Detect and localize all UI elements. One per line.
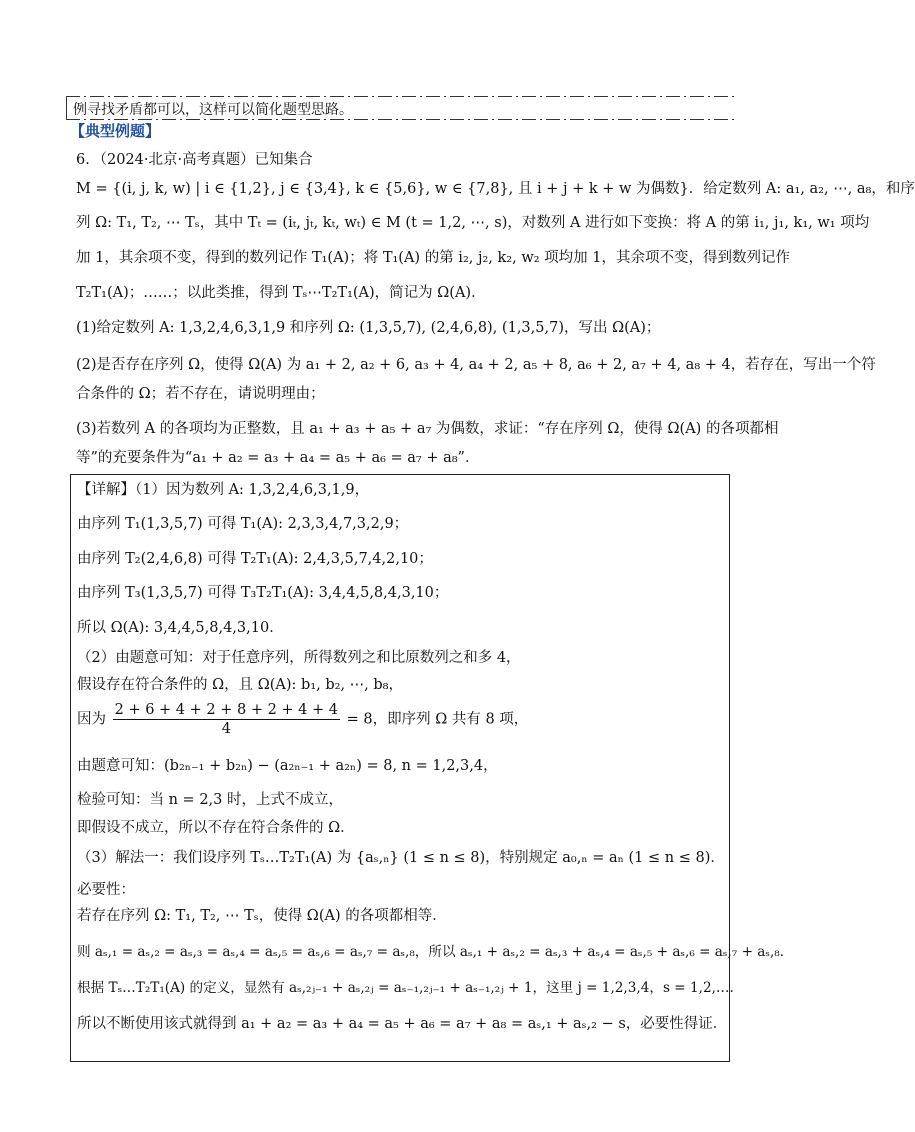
answer-line-5: 所以 Ω(A): 3,4,4,5,8,4,3,10． xyxy=(77,620,284,636)
problem-line-3: 列 Ω: T₁, T₂, ⋯ Tₛ，其中 Tₜ = (iₜ, jₜ, kₜ, wₜ) ∈ M (t = 1,2, ⋯, s)，对数列 A 进行如下变换：将 A 的第 i₁, j₁, k₁, w₁ 项均 xyxy=(76,215,870,231)
answer-line-16: 根据 Tₛ…T₂T₁(A) 的定义，显然有 aₛ,₂ⱼ₋₁ + aₛ,₂ⱼ = aₛ₋₁,₂ⱼ₋₁ + aₛ₋₁,₂ⱼ + 1，这里 j = 1,2,3,4，s = 1,2,…. xyxy=(77,980,734,996)
answer-line-10: 检验可知：当 n = 2,3 时，上式不成立， xyxy=(77,792,343,808)
answer-line-2: 由序列 T₁(1,3,5,7) 可得 T₁(A): 2,3,3,4,7,3,2,9； xyxy=(77,516,409,532)
question-3b: 等”的充要条件为“a₁ + a₂ = a₃ + a₄ = a₅ + a₆ = a₇ + a₈”． xyxy=(76,450,480,466)
problem-line-1: 6．（2024·北京·高考真题）已知集合 xyxy=(76,152,313,168)
answer-line-14: 若存在序列 Ω: T₁, T₂, ⋯ Tₛ，使得 Ω(A) 的各项都相等． xyxy=(77,908,447,924)
tip-text: 例寻找矛盾都可以，这样可以简化题型思路。 xyxy=(73,102,353,118)
answer-box xyxy=(70,474,794,1062)
answer-line-9: 由题意可知：(b₂ₙ₋₁ + b₂ₙ) − (a₂ₙ₋₁ + a₂ₙ) = 8, n = 1,2,3,4， xyxy=(77,758,498,774)
answer-line-11: 即假设不成立，所以不存在符合条件的 Ω． xyxy=(77,820,355,836)
answer-line-12: （3）解法一：我们设序列 Tₛ…T₂T₁(A) 为 {aₛ,ₙ} (1 ≤ n ≤ 8)，特别规定 a₀,ₙ = aₙ (1 ≤ n ≤ 8)． xyxy=(77,850,725,866)
answer-line-6: （2）由题意可知：对于任意序列，所得数列之和比原数列之和多 4， xyxy=(77,650,521,666)
fraction xyxy=(113,701,340,738)
answer-line-3: 由序列 T₂(2,4,6,8) 可得 T₂T₁(A): 2,4,3,5,7,4,2,10； xyxy=(77,551,433,567)
tip-box xyxy=(66,96,736,120)
problem-line-5: T₂T₁(A)；……；以此类推，得到 Tₛ⋯T₂T₁(A)，简记为 Ω(A)． xyxy=(76,285,486,301)
answer-line-8 xyxy=(77,701,528,738)
question-1: (1)给定数列 A: 1,3,2,4,6,3,1,9 和序列 Ω: (1,3,5,7), (2,4,6,8), (1,3,5,7)，写出 Ω(A)； xyxy=(76,320,661,336)
fraction-prefix: 因为 xyxy=(77,711,106,728)
answer-line-4: 由序列 T₃(1,3,5,7) 可得 T₃T₂T₁(A): 3,4,4,5,8,4,3,10； xyxy=(77,585,449,601)
problem-line-4: 加 1，其余项不变，得到的数列记作 T₁(A)；将 T₁(A) 的第 i₂, j₂, k₂, w₂ 项均加 1，其余项不变，得到数列记作 xyxy=(76,250,790,266)
answer-line-15: 则 aₛ,₁ = aₛ,₂ = aₛ,₃ = aₛ,₄ = aₛ,₅ = aₛ,₆ = aₛ,₇ = aₛ,₈，所以 aₛ,₁ + aₛ,₂ = aₛ,₃ + aₛ,₄ = aₛ,₅ + aₛ,₆ = aₛ,₇ + aₛ,₈． xyxy=(77,944,794,960)
question-2a: (2)是否存在序列 Ω，使得 Ω(A) 为 a₁ + 2, a₂ + 6, a₃ + 4, a₄ + 2, a₅ + 8, a₆ + 2, a₇ + 4, a₈ + 4，若存在，写出一个符 xyxy=(76,357,876,373)
fraction-denominator: 4 xyxy=(221,721,231,737)
problem-line-2: M = {(i, j, k, w) | i ∈ {1,2}, j ∈ {3,4}, k ∈ {5,6}, w ∈ {7,8}, 且 i + j + k + w 为偶数}．给定数列 A: a₁, a₂, ⋯, a₈，和序 xyxy=(76,181,915,197)
fraction-numerator: 2 + 6 + 4 + 2 + 8 + 2 + 4 + 4 xyxy=(114,702,338,718)
answer-line-1: 【详解】（1）因为数列 A: 1,3,2,4,6,3,1,9， xyxy=(77,482,370,498)
question-3a: (3)若数列 A 的各项均为正整数，且 a₁ + a₃ + a₅ + a₇ 为偶数，求证：“存在序列 Ω，使得 Ω(A) 的各项都相 xyxy=(76,421,779,437)
fraction-suffix: = 8，即序列 Ω 共有 8 项， xyxy=(346,711,529,728)
answer-line-7: 假设存在符合条件的 Ω，且 Ω(A): b₁, b₂, ⋯, b₈， xyxy=(77,677,403,693)
question-2b: 合条件的 Ω；若不存在，请说明理由； xyxy=(76,386,325,402)
answer-line-17: 所以不断使用该式就得到 a₁ + a₂ = a₃ + a₄ = a₅ + a₆ = a₇ + a₈ = aₛ,₁ + aₛ,₂ − s，必要性得证． xyxy=(77,1016,728,1032)
section-title: 【典型例题】 xyxy=(70,122,161,140)
answer-line-13: 必要性： xyxy=(77,882,135,898)
